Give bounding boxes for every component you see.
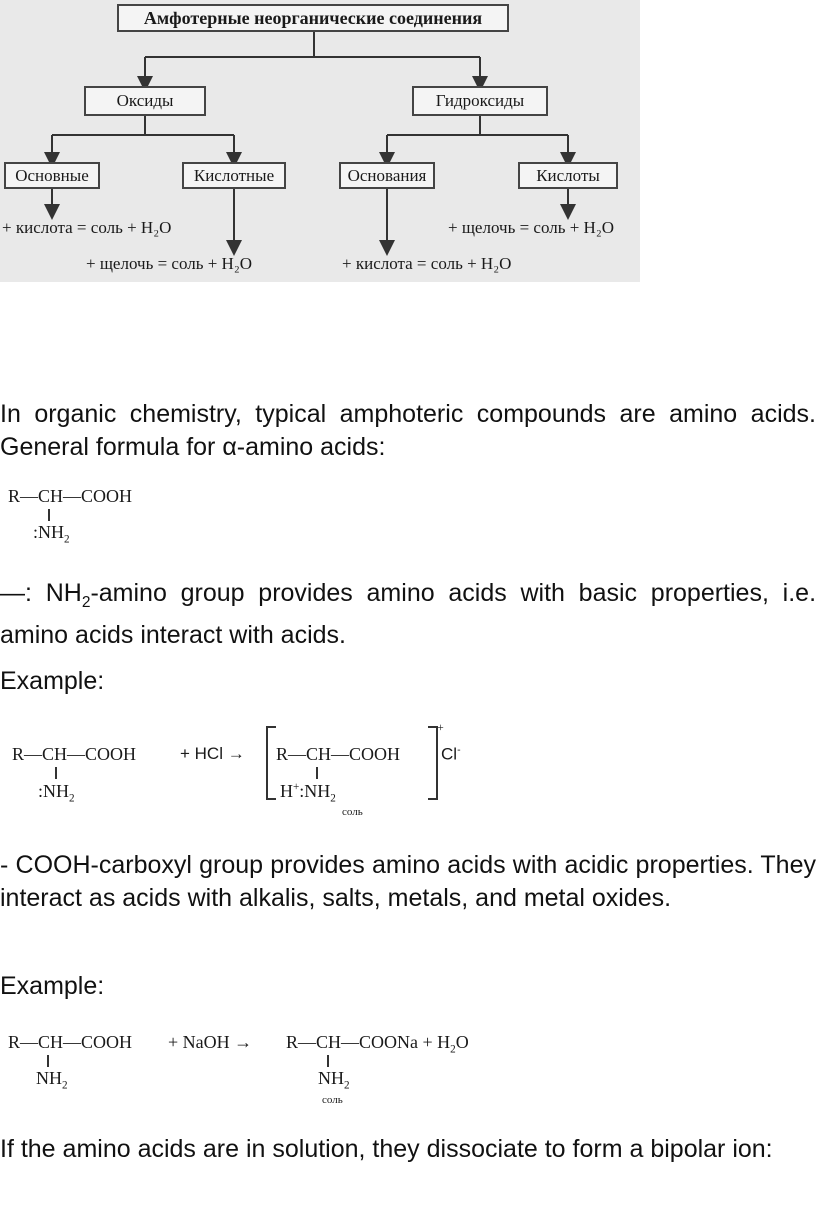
paragraph-amino-group: —: $NH_2$-amino group provides amino acids with basic properties, i.e. amino acids interact with acids.: [0, 579, 816, 649]
salt-label: соль: [342, 806, 363, 818]
formula-general: [0, 480, 200, 560]
eq-alkali-mid: + щелочь = соль + H₂O: [86, 254, 253, 273]
bond-line: [316, 767, 318, 779]
hcl-product-chain: R—CH—COOH: [276, 744, 401, 764]
acidic-oxides-box: Кислотные: [182, 162, 286, 189]
classification-diagram: [0, 0, 640, 282]
right-bracket: [428, 726, 438, 800]
paragraph-carboxyl-group: - COOH-carboxyl group provides amino acids with acidic properties. They interact as acids with alkalis, salts, metals, and metal oxides.: [0, 851, 816, 912]
diagram-connectors: [0, 0, 640, 282]
bases-box: Основания: [339, 162, 435, 189]
formula-general-chain: R—CH—COOH: [8, 486, 133, 506]
example-label-1: Example:: [0, 667, 105, 695]
example-label-2: Example:: [0, 972, 105, 1000]
naoh-plus-arrow: + NaOH →: [168, 1032, 253, 1052]
acids-box: Кислоты: [518, 162, 618, 189]
formula-general-amine: $:NH_2$: [33, 522, 70, 546]
oxides-box: Оксиды: [84, 86, 206, 116]
reaction-naoh: [0, 1026, 530, 1110]
hydroxides-box: Гидроксиды: [412, 86, 548, 116]
diagram-title-box: Амфотерные неорганические соединения: [117, 4, 509, 32]
hcl-reactant-chain: R—CH—COOH: [12, 744, 137, 764]
bond-line: [47, 1055, 49, 1067]
naoh-reactant-chain: R—CH—COOH: [8, 1032, 133, 1052]
naoh-product: R—CH—COONa + $H_2O$: [286, 1032, 469, 1056]
naoh-reactant-amine: $NH_2$: [36, 1068, 68, 1092]
basic-oxides-box: Основные: [4, 162, 100, 189]
salt-label: соль: [322, 1094, 343, 1106]
bond-line: [55, 767, 57, 779]
paragraph-intro: In organic chemistry, typical amphoteric compounds are amino acids. General formula for α-amino acids:: [0, 400, 816, 461]
eq-acid-left: + кислота = соль + H₂O: [2, 218, 172, 237]
reaction-hcl: [0, 718, 480, 823]
hcl-plus-arrow: + HCl →: [180, 744, 245, 763]
eq-alkali-right: + щелочь = соль + H₂O: [448, 218, 615, 237]
paragraph-bipolar-ion: If the amino acids are in solution, they dissociate to form a bipolar ion:: [0, 1135, 773, 1163]
bond-line: [327, 1055, 329, 1067]
bond-line: [48, 509, 50, 521]
hcl-product-ammonium: $H^+:NH_2$: [280, 781, 336, 805]
naoh-product-amine: $NH_2$: [318, 1068, 350, 1092]
eq-acid-right: + кислота = соль + H₂O: [342, 254, 512, 273]
left-bracket: [266, 726, 276, 800]
chloride-ion: Cl-: [441, 744, 461, 764]
hcl-reactant-amine: $:NH_2$: [38, 781, 75, 805]
complex-charge: +: [437, 720, 444, 734]
